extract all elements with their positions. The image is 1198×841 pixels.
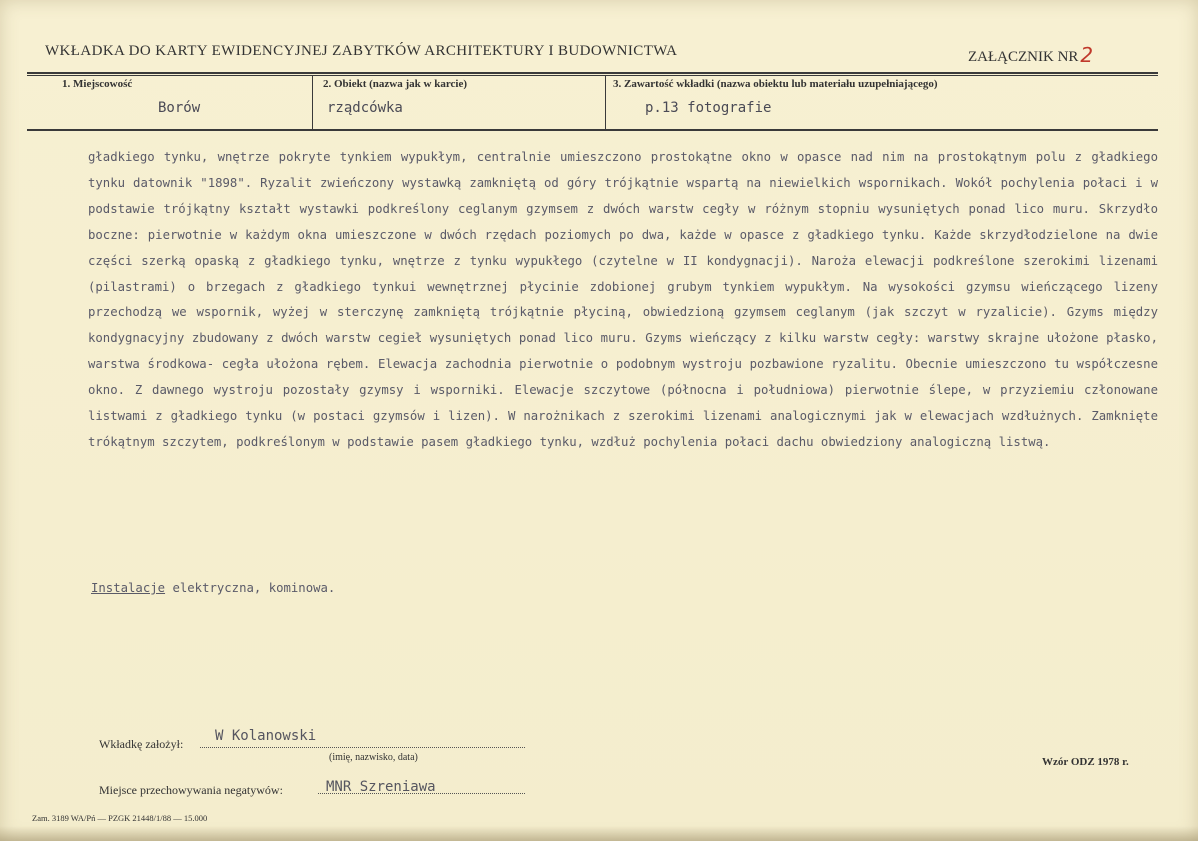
installations-label: Instalacje — [91, 581, 166, 595]
header-rule-top — [27, 72, 1158, 74]
installations-line — [91, 581, 335, 595]
scan-bottom-shadow — [0, 826, 1198, 841]
founder-dotted-line — [200, 747, 525, 748]
field-label-contents: 3. Zawartość wkładki (nazwa obiektu lub materiału uzupełniającego) — [613, 78, 938, 90]
field-value-locality: Borów — [158, 100, 201, 116]
storage-value: MNR Szreniawa — [326, 779, 436, 795]
founder-value: W Kolanowski — [215, 728, 317, 744]
column-divider-1 — [312, 76, 313, 129]
attachment-label: ZAŁĄCZNIK NR — [968, 49, 1079, 65]
header-rule-bottom — [27, 129, 1158, 131]
column-divider-2 — [605, 76, 606, 129]
field-value-object: rządcówka — [327, 100, 403, 116]
founder-caption: (imię, nazwisko, data) — [329, 752, 418, 763]
storage-label: Miejsce przechowywania negatywów: — [99, 783, 283, 797]
attachment-handwritten-number: 2 — [1080, 43, 1094, 67]
form-model-note: Wzór ODZ 1978 r. — [1042, 756, 1129, 768]
founder-label: Wkładkę założył: — [99, 737, 184, 751]
installations-value: elektryczna, kominowa. — [165, 581, 336, 595]
field-label-locality: 1. Miejscowość — [62, 78, 133, 90]
description-paragraph: gładkiego tynku, wnętrze pokryte tynkiem wypukłym, centralnie umieszczono prostokątne okno w opasce nad nim na prostokątnym polu z gładkiego tynku datownik "1898". Ryzalit zwieńczony wystawką zamkniętą od góry trójkątnie wspartą na niewielkich wspornikach. Wokół pochylenia połaci i w podstawie trójkątny kształt wystawki podkreślony ceglanym gzymsem z dwóch warstw cegły w różnym stopniu wysuniętych ponad lico muru. Skrzydło boczne: pierwotnie w każdym okna umieszczone w dwóch rzędach poziomych po dwa, każde w opasce z gładkiego tynku. Każde skrzydłodzielone na dwie części szerką opaską z gładkiego tynku, wnętrze z tynku wypukłego (czytelne w II kondygnacji). Naroża elewacji podkreślone szerokimi lizenami (pilastrami) o brzegach z gładkiego tynkui wewnętrznej płycinie zdobionej grubym tynkiem wypukłym. Na wysokości gzymsu wieńczącego lizeny przechodzą we wspornik, wyżej w sterczynę zamkniętą trójkątnie płyciną, obwiedzioną gzymsem ceglanym (jak szczyt w ryzalicie). Gzyms między kondygnacyjny zbudowany z dwóch warstw cegieł wysuniętych ponad lico muru. Gzyms wieńczący z kilku warstw cegły: warstwy skrajne ułożone płasko, warstwa środkowa- cegła ułożona rębem. Elewacja zachodnia pierwotnie o podobnym wystroju pozbawione ryzalitu. Obecnie umieszczono tu współczesne okno. Z dawnego wystroju pozostały gzymsy i wsporniki. Elewacje szczytowe (północna i południowa) pierwotnie ślepe, w przyziemiu członowane listwami z gładkiego tynku (w postaci gzymsów i lizen). W narożnikach z szerokimi lizenami analogicznymi jak w elewacjach wzdłużnych. Zamknięte trókątnym szczytem, podkreślonym w podstawie pasem gładkiego tynku, wzdłuż pochylenia połaci dachu obwiedziony analogiczną listwą. — [88, 150, 1158, 449]
field-label-object: 2. Obiekt (nazwa jak w karcie) — [323, 78, 468, 90]
storage-dotted-line — [318, 793, 525, 794]
print-imprint: Zam. 3189 WA/Pń — PZGK 21448/1/88 — 15.000 — [32, 813, 208, 823]
field-value-contents: p.13 fotografie — [645, 100, 772, 116]
attachment-number — [968, 42, 1093, 66]
header-rule-top-thin — [27, 75, 1158, 76]
description-text — [88, 145, 1158, 456]
form-title: WKŁADKA DO KARTY EWIDENCYJNEJ ZABYTKÓW ARCHITEKTURY I BUDOWNICTWA — [45, 43, 678, 59]
